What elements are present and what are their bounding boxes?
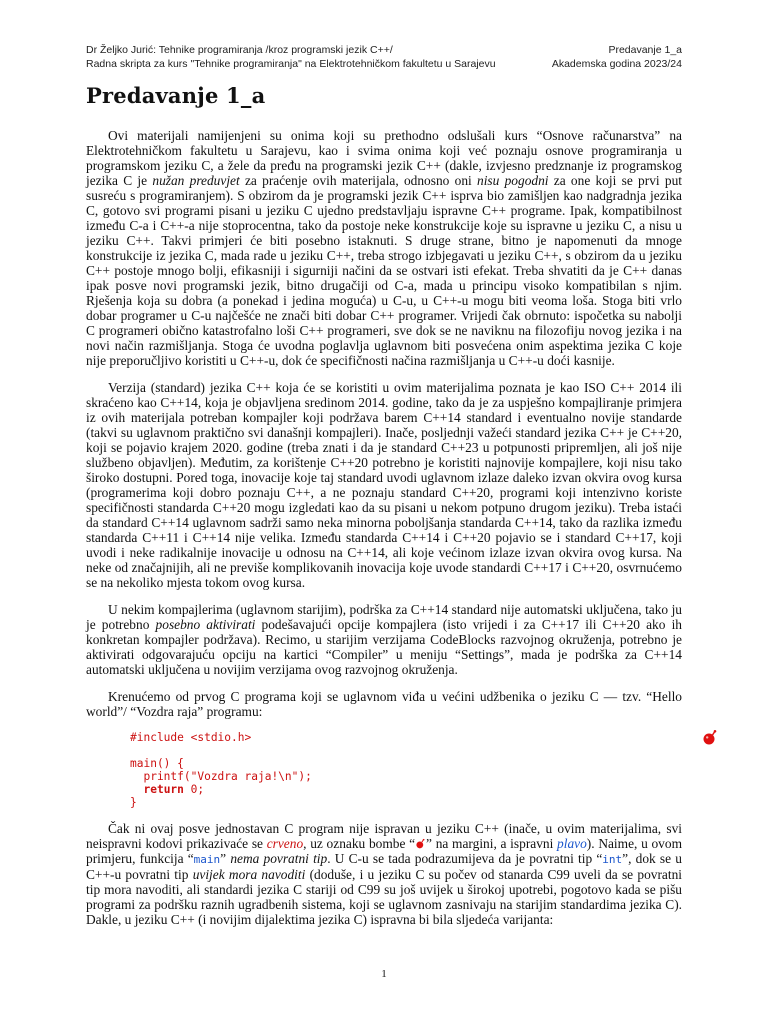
code-block-incorrect (130, 731, 682, 809)
text-run: ). Naime, u ovom primjeru, funkcija “ (86, 836, 682, 866)
header-lecture: Predavanje 1_a (608, 44, 682, 56)
header-author-title: Dr Željko Jurić: Tehnike programiranja /kroz programski jezik C++/ (86, 44, 393, 56)
page-number: 1 (381, 968, 387, 980)
header-course-info: Radna skripta za kurs "Tehnike programiranja" na Elektrotehničkom fakultetu u Sarajevu (86, 58, 496, 70)
emphasis: posebno aktivirati (155, 617, 256, 632)
code-line: #include <stdio.h> (130, 731, 252, 744)
emphasis: nisu pogodni (477, 173, 549, 188)
paragraph-standard: Verzija (standard) jezika C++ koja će se koristiti u ovim materijalima poznata je kao ISO C++ 2014 ili skraćeno kao C++14, koja je objavljena sredinom 2014. godine, tako da je za uspješno kompajliranje primjera iz ovih materijala potreban kompajler koji podržava barem C++14 standard i eventualno novije standarde (takvi su uglavnom praktično svi današnji kompajleri). Inače, posljednji važeći standard jezika C++ je C++20, koji se pojavio krajem 2020. godine (treba znati i da je standard C++23 u potpunosti pripremljen, ali još nije službeno objavljen). Međutim, za korištenje C++20 potrebno je koristiti najnovije kompajlere, koji nisu tako široko dostupni. Pored toga, inovacije koje taj standard uvodi uglavnom izlaze daleko izvan okvira ovog kursa (programerima koji dobro poznaju C++, a ne poznaju standard C++20, programi koji intenzivno koriste specifičnosti standarda C++20 mogu izgledati kao da su pisani u nekom potpuno drugom jeziku). Treba istaći da standard C++14 uglavnom sadrži samo neka minorna poboljšanja standarda C++14, tako da razlika između standarda C++11 i C++14 nije velika. Između standarda C++14 i C++20 pojavio se i standard C++17, koji uvodi i neke radikalnije inovacije u odnosu na C++14, ali koje većinom izlaze izvan okvira ovog kursa. Na neke od značajnijih, ali ne previše komplikovanih inovacija koje uvode standardi C++17 i C++20, osvrnućemo se na nekoliko mjesta tokom ovog kursa. (86, 380, 682, 590)
document-body (86, 128, 682, 939)
text-run: Čak ni ovaj posve jednostavan C program nije ispravan u jeziku C++ (inače, u ovim materijalima, svi neispravni kodovi prikazivaće se (86, 821, 682, 851)
text-run: ” (220, 851, 231, 866)
paragraph-explanation (86, 821, 682, 927)
code-line (130, 783, 682, 796)
code-line: } (130, 796, 137, 809)
code-line: main() { (130, 757, 184, 770)
text-run: Ovi materijali namijenjeni su onima koji su prethodno odslušali kurs “Osnove računarstva” na Elektrotehničkom fakultetu u Sarajevu, kao i svima onima koji već poznaju osnove programiranja u programskom jeziku C, a žele da pređu na programski jezik C++ (dakle, izvjesno predznanje iz programskog jezika C je (86, 128, 682, 188)
text-run: za one koji se prvi put susreću s programiranjem). S obzirom da je programski jezik C++ isprva bio zamišljen kao nadgradnja jezika C, gotovo svi programi pisani u jeziku C ujedno predstavljaju ispravne C++ programe. Ipak, kompatibilnost između C-a i C++-a nije stoprocentna, tako da postoje neke konstrukcije koje su ispravne u jeziku C, a nisu u jeziku C++. Takvi primjeri će biti posebno istaknuti. S druge strane, bitno je napomenuti da mnoge konstrukcije iz jezika C, mada rade u jeziku C++, treba strogo izbjegavati u jeziku C++, s obzirom da u jeziku C++ postoje mnogo bolji, efikasniji i sigurniji načini da se ostvari isti efekat. Treba shvatiti da je C++ danas ipak posve novi programski jezik, bitno drugačiji od C-a, mada u principu visoko kompatibilan s njim. Rješenja koja su dobra (a ponekad i jedina moguća) u C-u, u C++-u mogu biti veoma loša. Stoga biti vrlo dobar programer u C-u najčešće ne znači biti dobar C++ programer. Vrijedi čak obrnuto: ispočetka su nabolji C programeri obično katastrofalno loši C++ programeri, sve dok se ne naviknu na filozofiju novog jezika i na novi način razmišljanja. Stoga će uvodna poglavlja uglavnom biti posvećena onim aspektima jezika C koje nije preporučljivo koristiti u C++-u, dok će specifičnosti načina razmišljanja u C++-u doći kasnije. (86, 173, 682, 368)
blue-text: plavo (557, 836, 587, 851)
paragraph-hello-world: Krenućemo od prvog C programa koji se uglavnom viđa u većini udžbenika o jeziku C — tzv. “Hello world”/ “Vozdra raja” programu: (86, 689, 682, 719)
text-run: , uz oznaku bombe “ (303, 836, 416, 851)
bomb-icon (415, 838, 426, 849)
text-run: U nekim kompajlerima (uglavnom starijim), podrška za C++14 standard nije automatski uključena, tako ju je potrebno (86, 602, 682, 632)
running-header-right (482, 43, 682, 71)
text-run: ” na margini, a ispravni (426, 836, 558, 851)
emphasis: nema povratni tip (230, 851, 328, 866)
header-academic-year: Akademska godina 2023/24 (551, 58, 682, 70)
text-run: za praćenje ovih materijala, odnosno oni (239, 173, 478, 188)
text-run: . U C-u se tada podrazumijeva da je povratni tip “ (327, 851, 603, 866)
text-run: podešavajući opcije kompajlera (isto vrijedi i za C++17 ili C++20 ako ih konkretan kompajler podržava). Recimo, u starijim verzijama CodeBlocks razvojnog okruženja, potrebno je aktivirati odgovarajuću opciju na kartici “Compiler” u meniju “Settings”, mada je podrška za C++14 automatski uključena u novijim verzijama ovog razvojnog okruženja. (86, 617, 682, 677)
code-line: printf("Vozdra raja!\n"); (130, 770, 312, 783)
inline-code: int (602, 853, 623, 866)
red-text: crveno (266, 836, 304, 851)
bomb-icon (702, 729, 718, 745)
inline-code: main (193, 853, 221, 866)
emphasis: uvijek mora navoditi (192, 867, 306, 882)
text-run: (doduše, i u jeziku C su počev od stanarda C99 uveli da se povratni tip mora navoditi, ali standardi jezika C stariji od C99 su još uvijek u širokoj upotrebi, pogotovo kada se pišu programi za podršku raznih ugradbenih sistema, koji se uglavnom zasnivaju na starijim standardima jezika C). Dakle, u jeziku C++ (i novijim dijalektima jezika C) ispravna bi bila sljedeća varijanta: (86, 867, 682, 927)
code-keyword: return (143, 783, 184, 796)
emphasis: nužan preduvjet (152, 173, 240, 188)
page-title: Predavanje 1_a (86, 83, 266, 108)
code-text: 0; (183, 783, 205, 796)
paragraph-compiler (86, 602, 682, 677)
text-run: ”, dok se u C++-u povratni tip (86, 851, 682, 882)
paragraph-intro (86, 128, 682, 368)
